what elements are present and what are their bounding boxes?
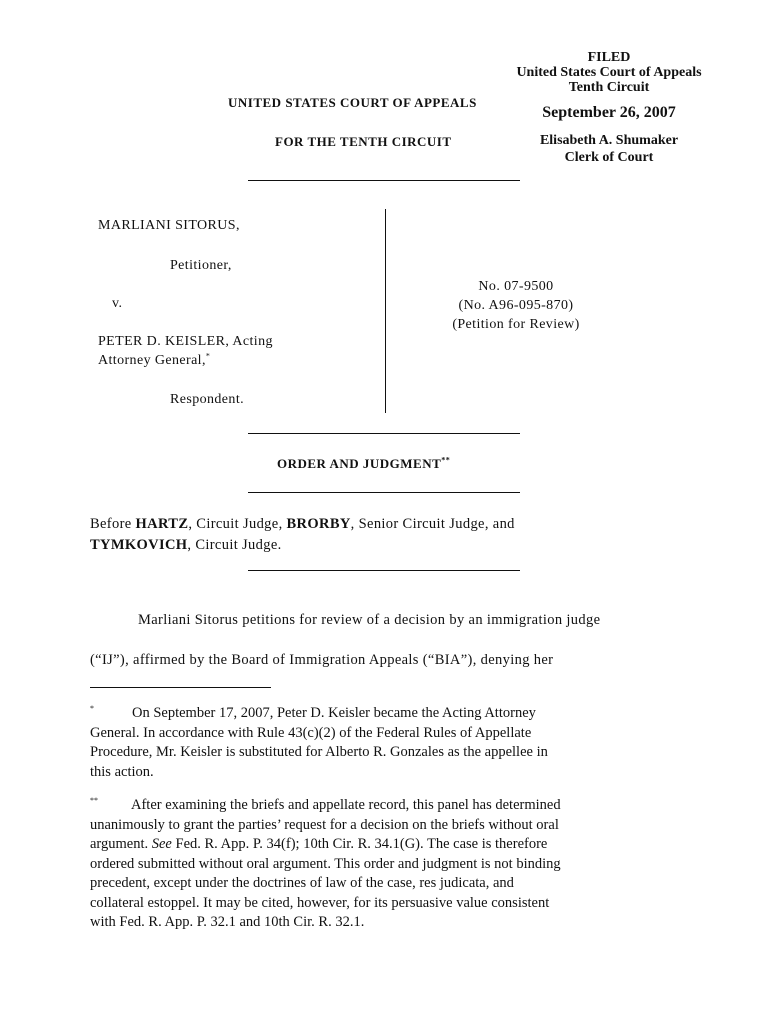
clerk-block	[494, 132, 724, 166]
judge-tymkovich: TYMKOVICH	[90, 537, 188, 553]
footnote-1-mark: *	[90, 704, 94, 714]
see-signal: See	[151, 836, 172, 852]
caption-divider	[385, 209, 386, 413]
footnote-2-mark: **	[90, 796, 98, 806]
clerk-title: Clerk of Court	[564, 150, 654, 165]
agency-number: (No. A96-095-870)	[458, 298, 574, 313]
respondent-name-line1: PETER D. KEISLER, Acting	[98, 334, 273, 349]
footnote-1: * On September 17, 2007, Peter D. Keisler became the Acting Attorney General. In accordance with Rule 43(c)(2) of the Federal Rules of Appellate Procedure, Mr. Keisler is substituted for Alberto R. Gonzales as the appellee in this action.	[90, 704, 548, 780]
respondent-name-line2: Attorney General,*	[98, 351, 211, 368]
panel-line: Before HARTZ, Circuit Judge, BRORBY, Senior Circuit Judge, and TYMKOVICH, Circuit Judge.	[90, 516, 515, 553]
petitioner-name: MARLIANI SITORUS,	[98, 218, 240, 233]
respondent-role: Respondent.	[170, 392, 245, 407]
footnote-separator	[90, 687, 271, 688]
case-number: No. 07-9500	[478, 279, 554, 294]
judge-brorby: BRORBY	[286, 516, 351, 532]
clerk-name: Elisabeth A. Shumaker	[539, 133, 679, 148]
case-type: (Petition for Review)	[452, 317, 580, 332]
filed-stamp	[494, 50, 724, 166]
judge-hartz: HARTZ	[135, 516, 189, 532]
body-line-1: Marliani Sitorus petitions for review of a decision by an immigration judge	[138, 612, 601, 628]
filed-date: September 26, 2007	[542, 104, 676, 121]
body-line-2: (“IJ”), affirmed by the Board of Immigration Appeals (“BIA”), denying her	[90, 652, 554, 668]
filed-circuit: Tenth Circuit	[568, 80, 650, 95]
circuit-name: FOR THE TENTH CIRCUIT	[275, 134, 452, 149]
versus: v.	[112, 296, 123, 311]
footnote-ref-2: **	[441, 455, 451, 465]
filed-label: FILED	[587, 50, 631, 65]
court-name: UNITED STATES COURT OF APPEALS	[228, 95, 477, 110]
case-number-block	[400, 277, 632, 334]
footnote-2: ** After examining the briefs and appellate record, this panel has determined unanimously to grant the parties’ request for a decision on the briefs without oral argument. See Fed. R. App. P. 34(f); 10th Cir. R. 34.1(G). The case is therefore ordered submitted without oral argument. This order and judgment is not binding precedent, except under the doctrines of law of the case, res judicata, and collateral estoppel. It may be cited, however, for its persuasive value consistent with Fed. R. App. P. 32.1 and 10th Cir. R. 32.1.	[90, 796, 561, 930]
order-title: ORDER AND JUDGMENT**	[277, 455, 451, 471]
filed-court: United States Court of Appeals	[516, 65, 702, 80]
panel-rule	[248, 570, 520, 571]
caption-rule	[248, 433, 520, 434]
heading-rule	[248, 180, 520, 181]
footnote-ref-1: *	[205, 351, 211, 361]
title-rule	[248, 492, 520, 493]
petitioner-role: Petitioner,	[170, 258, 232, 273]
